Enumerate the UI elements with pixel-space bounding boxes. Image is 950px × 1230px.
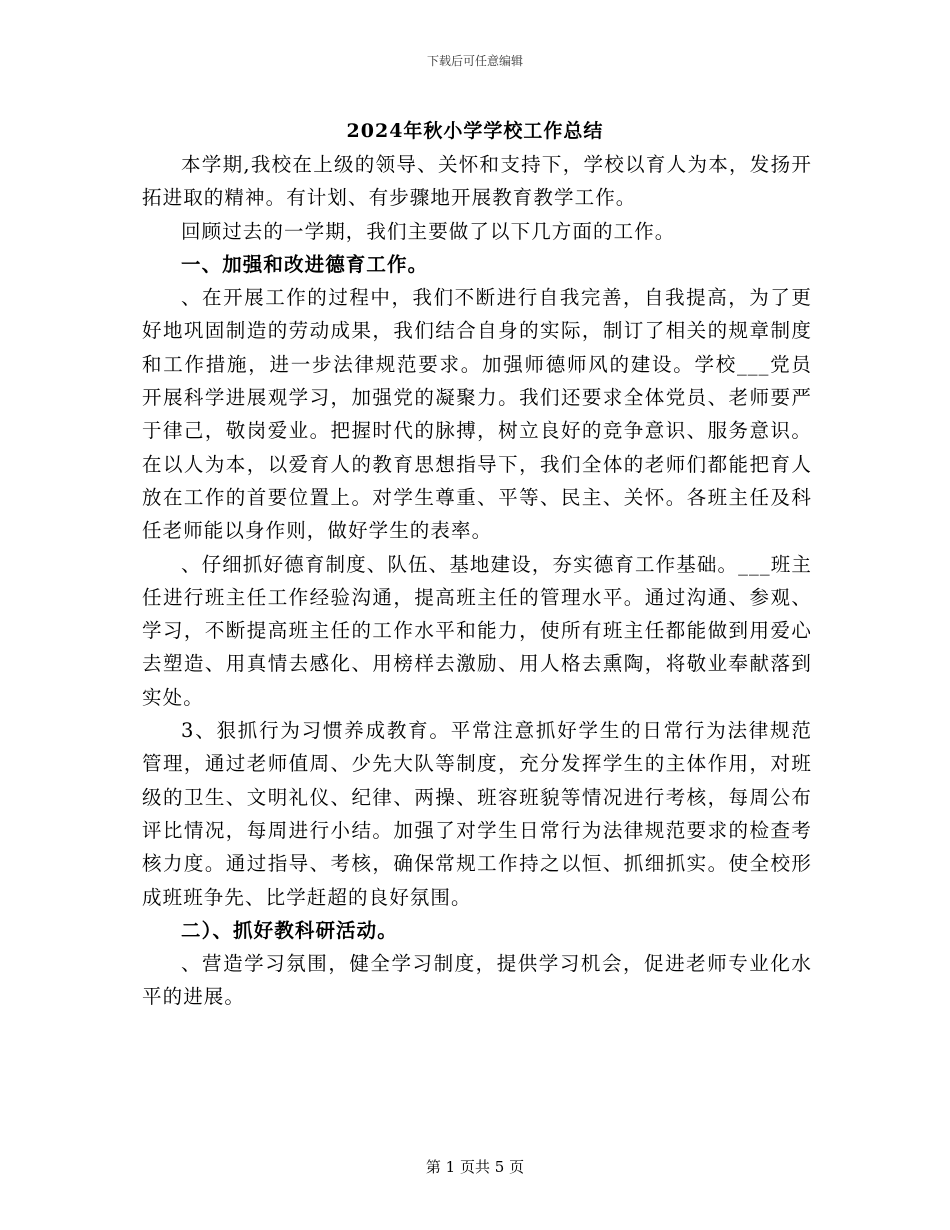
paragraph-research-1: 、营造学习氛围，健全学习制度，提供学习机会，促进老师专业化水平的进展。 (142, 952, 812, 1009)
document-title: 2024年秋小学学校工作总结 (346, 120, 604, 142)
paragraph-moral-2: 、仔细抓好德育制度、队伍、基地建设，夯实德育工作基础。___班主任进行班主任工作经验沟通，提高班主任的管理水平。通过沟通、参观、学习，不断提高班主任的工作水平和能力，使所有班主任都能做到用爱心去塑造、用真情去感化、用榜样去激励、用人格去熏陶，将敬业奉献落到实处。 (142, 552, 812, 709)
section-heading-research: 二）、抓好教科研活动。 (181, 918, 398, 942)
paragraph-moral-1: 、在开展工作的过程中，我们不断进行自我完善，自我提高，为了更好地巩固制造的劳动成果，我们结合自身的实际，制订了相关的规章制度和工作措施，进一步法律规范要求。加强师德师风的建设。学校___党员开展科学进展观学习，加强党的凝聚力。我们还要求全体党员、老师要严于律己，敬岗爱业。把握时代的脉搏，树立良好的竞争意识、服务意识。在以人为本，以爱育人的教育思想指导下，我们全体的老师们都能把育人放在工作的首要位置上。对学生尊重、平等、民主、关怀。各班主任及科任老师能以身作则，做好学生的表率。 (142, 286, 812, 543)
section-heading-moral-education: 一、加强和改进德育工作。 (181, 252, 429, 276)
paragraph-review: 回顾过去的一学期，我们主要做了以下几方面的工作。 (181, 219, 676, 243)
paragraph-intro: 本学期,我校在上级的领导、关怀和支持下，学校以育人为本，发扬开拓进取的精神。有计划、有步骤地开展教育教学工作。 (142, 153, 812, 210)
document-body (142, 148, 812, 1014)
page-number: 第 1 页共 5 页 (425, 1158, 525, 1176)
paragraph-moral-3: 3、狠抓行为习惯养成教育。平常注意抓好学生的日常行为法律规范管理，通过老师值周、少先大队等制度，充分发挥学生的主体作用，对班级的卫生、文明礼仪、纪律、两操、班容班貌等情况进行考核，每周公布评比情况，每周进行小结。加强了对学生日常行为法律规范要求的检查考核力度。通过指导、考核，确保常规工作持之以恒、抓细抓实。使全校形成班班争先、比学赶超的良好氛围。 (142, 719, 812, 909)
header-note: 下载后可任意编辑 (426, 54, 523, 68)
